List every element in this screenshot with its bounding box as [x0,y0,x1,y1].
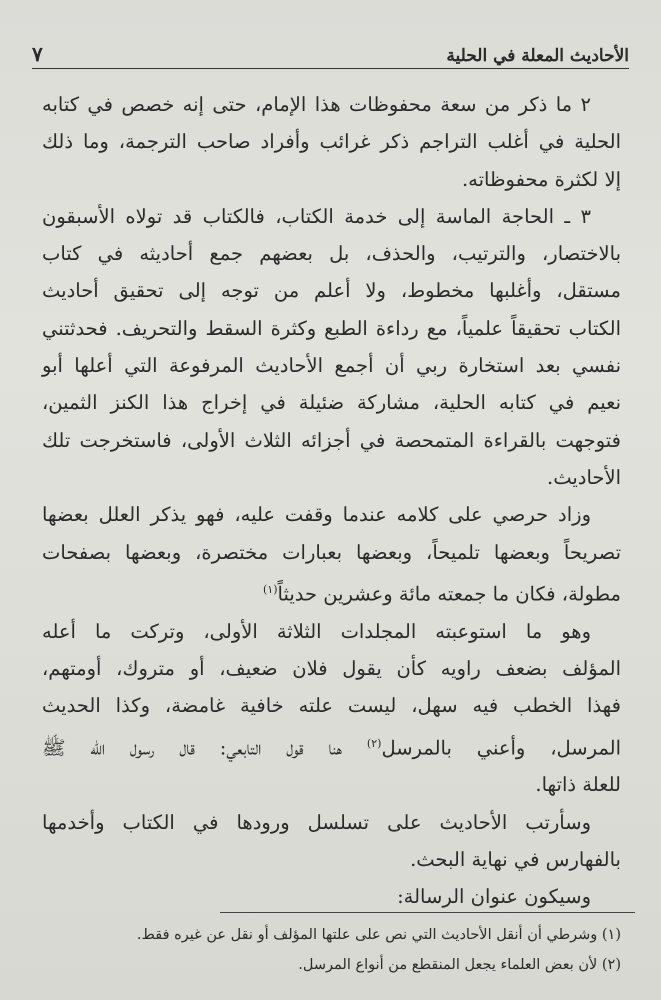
text-line [42,571,621,613]
text-line: الحلية في أغلب التراجم ذكر غرائب وأفراد صاحب الترجمة، وما ذلك [42,130,621,154]
paragraph-title-intro [42,878,621,915]
running-header [32,38,629,69]
footnote-marker-2[interactable]: (٢) [366,736,382,750]
main-text [42,86,621,916]
paragraph-2 [42,86,621,198]
text-line: الأحاديث. [547,465,621,489]
text-line: للعلة ذاتها. [535,773,621,797]
text-line: مستقل، وأغلبها مخطوط، ولا أعلم من توجه إلى تحقيق أحاديث [42,279,621,303]
text-line: المؤلف بضعف راويه كأن يقول فلان ضعيف، أو متروك، أومتهم، [42,656,621,680]
page-number: ٧ [32,42,43,66]
text-line: بالفهارس في نهاية البحث. [410,847,621,871]
text-line: تصريحاً وبعضها تلميحاً، وبعضها بعبارات مختصرة، وبعضها بصفحات [42,540,621,564]
text-line: وهو ما استوعبته المجلدات الثلاثة الأولى، وتركت ما أعله [42,619,591,643]
header-title: الأحاديث المعلة في الحلية [446,46,629,66]
paragraph-scope [42,613,621,804]
text-line: نفسي بعد استخارة ربي أن أجمع الأحاديث المرفوعة التي أعلها أبو [42,354,621,378]
footnotes [40,920,621,980]
paragraph-3 [42,198,621,496]
text-line: ٢ ما ذكر من سعة محفوظات هذا الإمام، حتى إنه خصص في كتابه [42,93,591,116]
text-fragment: مطولة، فكان ما جمعته مائة وعشرين حديثاً [277,582,621,606]
paragraph-reason [42,496,621,612]
text-line: وسيكون عنوان الرسالة: [397,885,591,909]
footnote-marker-1[interactable]: (١) [262,582,278,596]
footnote-2: (٢) لأن بعض العلماء يجعل المنقطع من أنواع المرسل. [298,957,621,973]
text-line: فهذا الخطب فيه سهل، ليست علته خافية غامضة، وكذا الحديث [42,694,621,718]
text-line [42,725,621,767]
text-line: وزاد حرصي على كلامه عندما وقفت عليه، فهو يذكر العلل بعضها [42,503,591,527]
footnote-divider [220,912,635,913]
text-line: إلا لكثرة محفوظاته. [461,167,621,191]
text-fragment: المرسل، وأعني بالمرسل [381,736,622,760]
text-line: ٣ ـ الحاجة الماسة إلى خدمة الكتاب، فالكتاب قد تولاه الأسبقون [42,204,591,228]
footnote-1: (١) وشرطي أن أنقل الأحاديث التي نص على علتها المؤلف أو نقل عن غيره فقط. [136,927,621,943]
text-line: فتوجهت بالقراءة المتمحصة في أجزائه الثلاث الأولى، فاستخرجت تلك [42,428,621,452]
paragraph-order [42,804,621,879]
text-line: نعيم في كتابه الحلية، مشاركة ضئيلة في إخراج هذا الكنز الثمين، [42,391,621,415]
text-line: بالاختصار، والترتيب، والحذف، بل بعضهم جمع أحاديثه في كتاب [42,242,621,266]
text-line: وسأرتب الأحاديث على تسلسل ورودها في الكتاب وأخدمها [42,810,591,834]
text-fragment: هنا قول التابعي: قال رسول الله ﷺ [42,736,367,760]
text-line: الكتاب تحقيقاً علمياً، مع رداءة الطبع وكثرة السقط والتحريف. فحدثتني [42,316,621,340]
